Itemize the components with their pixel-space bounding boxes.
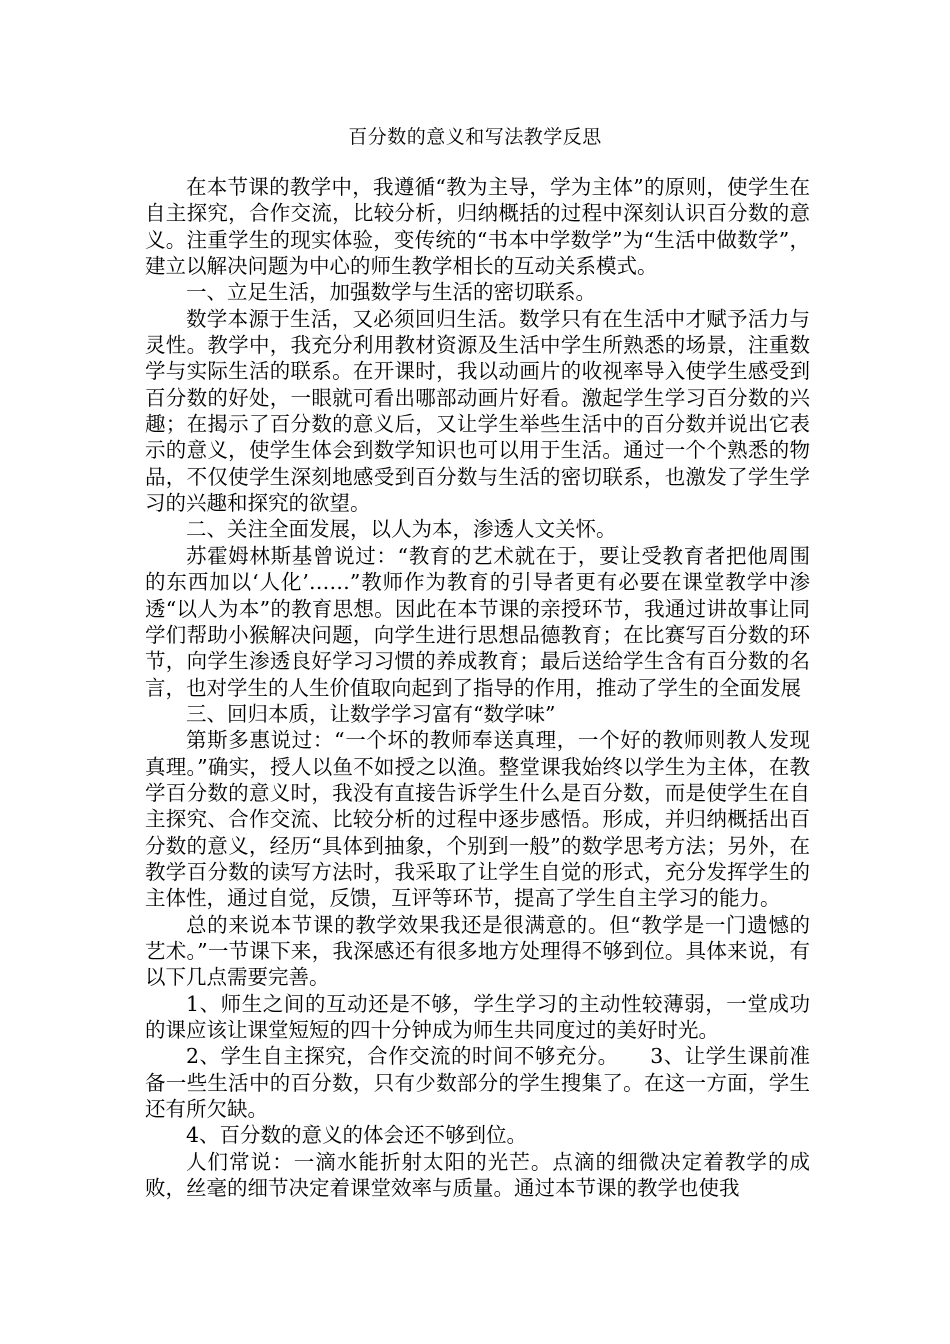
paragraph-closing: 人们常说：一滴水能折射太阳的光芒。点滴的细微决定着教学的成败，丝毫的细节决定着课堂效率与质量。通过本节课的教学也使我 xyxy=(145,1149,810,1201)
paragraph-point-4: 4、百分数的意义的体会还不够到位。 xyxy=(186,1123,528,1148)
paragraph-point-1: 1、师生之间的互动还是不够，学生学习的主动性较薄弱，一堂成功的课应该让课堂短短的四十分钟成为师生共同度过的美好时光。 xyxy=(145,991,810,1042)
document-title: 百分数的意义和写法教学反思 xyxy=(348,126,602,148)
section-heading-2: 二、关注全面发展，以人为本，渗透人文关怀。 xyxy=(186,517,617,542)
paragraph-summary: 总的来说本节课的教学效果我还是很满意的。但“教学是一门遗憾的艺术。”一节课下来，我深感还有很多地方处理得不够到位。具体来说，有以下几点需要完善。 xyxy=(145,912,810,990)
section-heading-1: 一、立足生活，加强数学与生活的密切联系。 xyxy=(186,280,596,305)
paragraph-point-2-3: 2、学生自主探究，合作交流的时间不够充分。 3、让学生课前准备一些生活中的百分数，只有少数部分的学生搜集了。在这一方面，学生还有所欠缺。 xyxy=(145,1044,810,1122)
paragraph-section-1: 数学本源于生活，又必须回归生活。数学只有在生活中才赋予活力与灵性。教学中，我充分利用教材资源及生活中学生所熟悉的场景，注重数学与实际生活的联系。在开课时，我以动画片的收视率导入使学生感受到百分数的好处，一眼就可看出哪部动画片好看。激起学生学习百分数的兴趣；在揭示了百分数的意义后，又让学生举些生活中的百分数并说出它表示的意义，使学生体会到数学知识也可以用于生活。通过一个个熟悉的物品，不仅使学生深刻地感受到百分数与生活的密切联系，也激发了学生学习的兴趣和探究的欲望。 xyxy=(145,306,810,516)
section-heading-3: 三、回归本质，让数学学习富有“数学味” xyxy=(186,701,556,726)
paragraph-section-2: 苏霍姆林斯基曾说过：“教育的艺术就在于，要让受教育者把他周围的东西加以‘人化’……”教师作为教育的引导者更有必要在课堂教学中渗透“以人为本”的教育思想。因此在本节课的亲授环节，我通过讲故事让同学们帮助小猴解决问题，向学生进行思想品德教育；在比赛写百分数的环节，向学生渗透良好学习习惯的养成教育；最后送给学生含有百分数的名言，也对学生的人生价值取向起到了指导的作用，推动了学生的全面发展 xyxy=(145,543,810,700)
paragraph-intro: 在本节课的教学中，我遵循“教为主导，学为主体”的原则，使学生在自主探究，合作交流，比较分析，归纳概括的过程中深刻认识百分数的意义。注重学生的现实体验，变传统的“书本中学数学”为“生活中做数学”，建立以解决问题为中心的师生教学相长的互动关系模式。 xyxy=(145,175,810,279)
document-body xyxy=(145,174,810,1201)
paragraph-section-3: 第斯多惠说过：“一个坏的教师奉送真理，一个好的教师则教人发现真理。”确实，授人以鱼不如授之以渔。整堂课我始终以学生为主体，在教学百分数的意义时，我没有直接告诉学生什么是百分数，而是使学生在自主探究、合作交流、比较分析的过程中逐步感悟。形成，并归纳概括出百分数的意义，经历“具体到抽象，个别到一般”的数学思考方法；另外，在教学百分数的读写方法时，我采取了让学生自觉的形式，充分发挥学生的主体性，通过自觉，反馈，互评等环节，提高了学生自主学习的能力。 xyxy=(145,728,810,911)
